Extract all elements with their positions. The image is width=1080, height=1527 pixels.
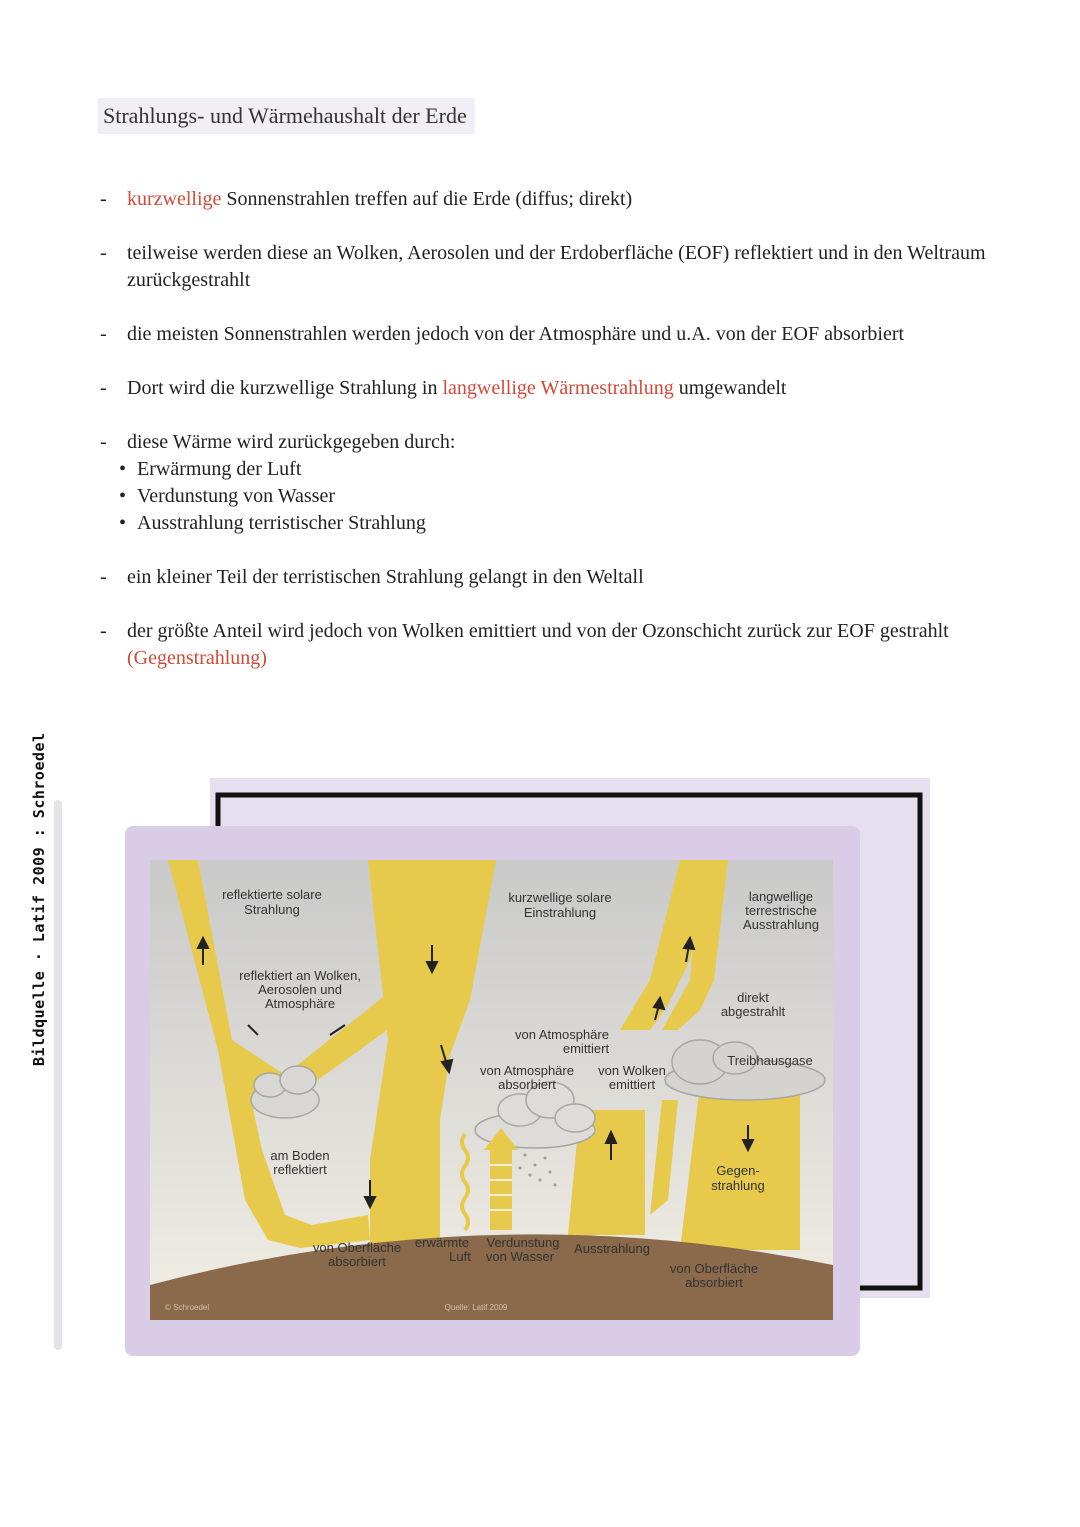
label-surface-absorbed-left: von Oberfläche absorbiert xyxy=(312,1240,402,1269)
bullet-1: - kurzwellige Sonnenstrahlen treffen auf die Erde (diffus; direkt) xyxy=(100,188,633,210)
bullet-4: - Dort wird die kurzwellige Strahlung in langwellige Wärmestrahlung umgewandelt xyxy=(100,377,787,399)
highlight-gegenstrahlung: (Gegenstrahlung) xyxy=(127,647,267,669)
bullet-3: - die meisten Sonnenstrahlen werden jedoch von der Atmosphäre und u.A. von der EOF absorbiert xyxy=(100,323,905,345)
bullet-1-text: Sonnenstrahlen treffen auf die Erde (diffus; direkt) xyxy=(221,188,633,210)
label-counter-radiation: Gegen-strahlung xyxy=(711,1163,765,1193)
label-surface-absorbed-right: von Oberfläche absorbiert xyxy=(669,1261,759,1290)
label-direct-out: direkt abgestrahlt xyxy=(720,990,786,1019)
bullet-2: - teilweise werden diese an Wolken, Aerosolen und der Erdoberfläche (EOF) reflektiert und in den Weltraum zurückgestrahlt xyxy=(100,242,986,291)
label-reflected-solar: reflektierte solare Strahlung xyxy=(222,887,322,917)
label-greenhouse: Treibhausgase xyxy=(727,1053,813,1068)
label-source: Quelle: Latif 2009 xyxy=(444,1303,508,1312)
label-publisher: © Schroedel xyxy=(165,1303,210,1312)
label-ground-reflected: am Boden reflektiert xyxy=(270,1148,330,1177)
page-title: Strahlungs- und Wärmehaushalt der Erde xyxy=(103,103,467,128)
sub-item: • Ausstrahlung terristischer Strahlung xyxy=(119,512,426,534)
bullet-6-text: ein kleiner Teil der terristischen Strahlung gelangt in den Weltall xyxy=(127,566,644,588)
label-radiation: Ausstrahlung xyxy=(574,1241,650,1256)
label-evaporation: Verdunstung von Wasser xyxy=(485,1235,560,1264)
label-cloud-emitted: von Wolken emittiert xyxy=(598,1063,666,1092)
image-source-caption: Bildquelle · Latif 2009 : Schroedel xyxy=(30,732,48,1066)
sub-item: • Erwärmung der Luft xyxy=(119,458,302,480)
label-reflected-clouds: reflektiert an Wolken, Aerosolen und Atmosphäre xyxy=(239,968,361,1011)
bullet-7: - der größte Anteil wird jedoch von Wolken emittiert und von der Ozonschicht zurück zur EOF gestrahlt (Gegenstrahlung) xyxy=(100,620,949,669)
label-atmo-emitted: von Atmosphäre emittiert xyxy=(515,1027,610,1056)
bullet-5-text: diese Wärme wird zurückgegeben durch: xyxy=(127,431,456,453)
bullet-4-pre: Dort wird die kurzwellige Strahlung in xyxy=(127,377,443,399)
sub-item: • Verdunstung von Wasser xyxy=(119,485,335,507)
label-atmo-absorbed: von Atmosphäre absorbiert xyxy=(480,1063,574,1092)
bullet-7-text: der größte Anteil wird jedoch von Wolken emittiert und von der Ozonschicht zurück zur EOF gestrahlt xyxy=(127,620,949,642)
highlight-langwellige: langwellige Wärmestrahlung xyxy=(442,377,674,399)
label-longwave-out: langwellige terrestrische Ausstrahlung xyxy=(743,889,819,932)
bullet-2-text: teilweise werden diese an Wolken, Aerosolen und der Erdoberfläche (EOF) reflektiert und in den Weltraum zurückgestrahlt xyxy=(127,242,986,291)
label-warm-air: erwärmte Luft xyxy=(414,1235,471,1264)
highlight-kurzwellige: kurzwellige xyxy=(127,188,222,210)
bullet-5: - diese Wärme wird zurückgegeben durch: • Erwärmung der Luft • Verdunstung von Wasser • Ausstrahlung terristischer Strahlung xyxy=(100,429,1000,537)
bullet-4-post: umgewandelt xyxy=(673,377,787,399)
label-shortwave-in: kurzwellige solare Einstrahlung xyxy=(508,890,612,920)
bullet-6: - ein kleiner Teil der terristischen Strahlung gelangt in den Weltall xyxy=(100,566,644,588)
bullet-3-text: die meisten Sonnenstrahlen werden jedoch von der Atmosphäre und u.A. von der EOF absorbiert xyxy=(127,323,905,345)
